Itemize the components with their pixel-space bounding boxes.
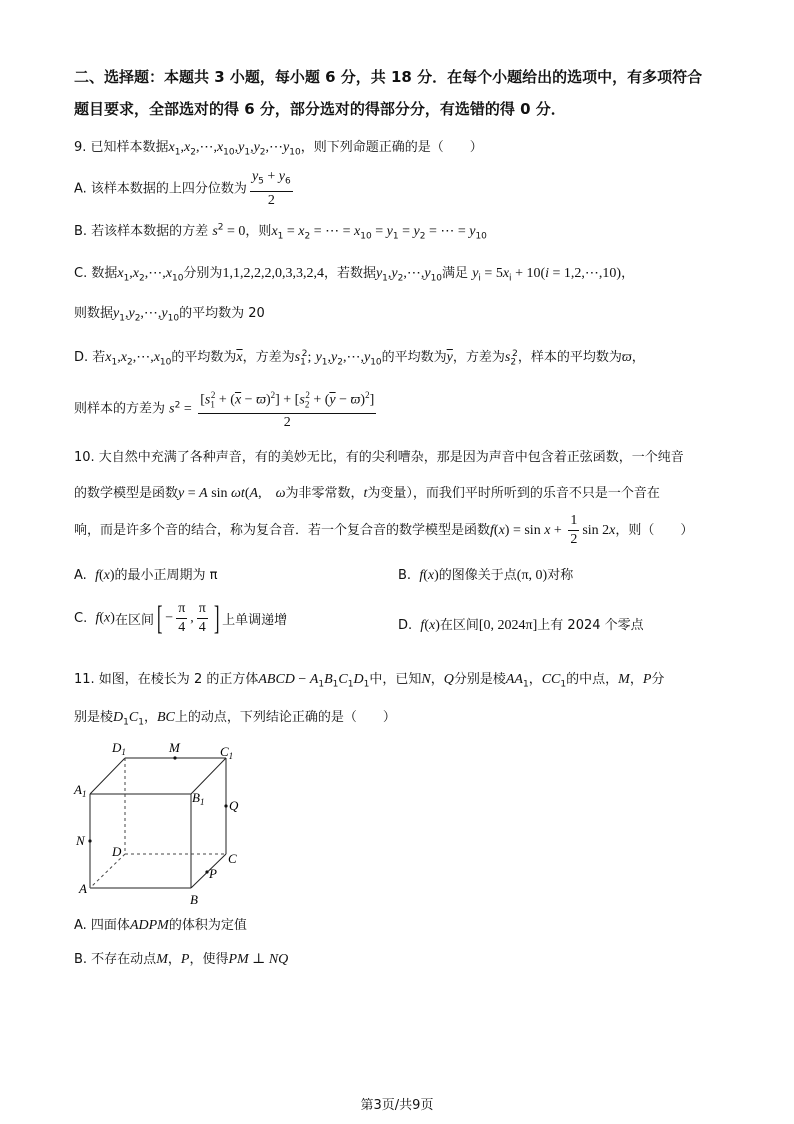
q9-b-text: B. 若该样本数据的方差 [74,224,209,239]
q10-line3: 响，而是许多个音的结合，称为复合音．若一个复合音的数学模型是函数f(x) = sin x + $\frac{1}{2}$ sin 2x，则（ ） [74,513,694,547]
q11-line2-post: 上的动点，下列结论正确的是（ ） [174,710,396,725]
label-b1: $B_1$ [192,790,205,807]
q10-b-text: 的图像关于点 [438,568,517,583]
q9-stem-pre: 9. 已知样本数据 [74,140,169,155]
q9-option-d-line2: 则样本的方差为 $s^2$ = $\frac{[s_1^2 + (\overline{x} - ϖ)^2] + [s_2^2 + (\overline{y} - ϖ)^2]}{2}$ [74,386,379,432]
q9-d-line2-pre: 则样本的方差为 [74,401,166,417]
q10-c-post: 上单调递增 [222,613,288,628]
q10-option-b[interactable]: B. f(x)的图像关于点(π, 0)对称 [398,568,574,583]
q9-a-fraction: $\frac{y_5 + y_6}{2}$ [251,169,291,208]
q11-line1-mid3: 的中点， [566,672,619,687]
q9-c-values: 1,1,2,2,2,0,3,3,2,4 [222,266,324,281]
q9-d-t5: ，样本的平均数为 [517,350,622,365]
q10-half-fraction: $\frac{1}{2}$ [570,513,578,547]
q9-option-a[interactable] [74,168,296,210]
q9-d-t2: ，方差为 [242,350,295,365]
q11-option-a[interactable]: A. 四面体ADPM的体积为定值 [74,918,247,933]
q10-d-post: 上有 2024 个零点 [537,618,644,633]
q9-d-variance-fraction: $\frac{[s_1^2 + (\overline{x} - ϖ)^2] + [s_2^2 + (\overline{y} - ϖ)^2]}{2}$ [198,386,376,432]
q9-c-line2-post: 的平均数为 20 [179,306,265,321]
q9-c-mid1: 分别为 [183,266,223,281]
label-a: A [79,881,87,896]
label-q: Q [229,798,239,813]
label-d: D [112,844,122,859]
q9-d-t3: 的平均数为 [381,350,447,365]
q10-line2-pre: 的数学模型是函数 [74,486,179,501]
q9-d-t4: ，方差为 [452,350,505,365]
q9-c-mid3: 满足 [442,266,469,281]
q10-line2: 的数学模型是函数y = A sin ωt(A, ω为非零常数，t为变量），而我们平时所听到的乐音不只是一个音在 [74,486,660,501]
q9-c-mid2: ，若数据 [323,266,376,281]
q10-b-end: 对称 [547,568,574,583]
label-c1: $C_1$ [220,744,234,761]
label-p: P [209,866,217,881]
q10-line1: 10. 大自然中充满了各种声音，有的美妙无比，有的尖利嘈杂，那是因为声音中包含着正弦函数，一个纯音 [74,450,684,465]
q11-line1: 11. 如图，在棱长为 2 的正方体ABCD − $A_1B_1C_1D_1$中，已知N，Q分别是棱$AA_1$，$CC_1$的中点，M，P分 [74,672,665,690]
q10-c-left-fraction: $\frac{\pi}{4}$ [178,601,186,635]
q11-line1-mid2: 分别是棱 [453,672,506,687]
cube-figure [70,736,270,906]
q9-option-b[interactable]: B. 若该样本数据的方差 $s^2 = 0$，则$x_1 = x_2$ = ⋯ = $x_{10} = y_1 = y_2$ = ⋯ = $y_{10}$ [74,222,487,242]
q9-option-c-line2: 则数据$y_1,y_2,\cdots,y_{10}$的平均数为 20 [74,306,265,324]
label-m: M [169,740,180,755]
section-header-line1: 二、选择题：本题共 3 小题，每小题 6 分，共 18 分．在每个小题给出的选项中，有多项符合 [74,68,703,86]
q10-option-a[interactable]: A. f(x)的最小正周期为 π [74,568,218,583]
q9-option-c-line1[interactable]: C. 数据$x_1,x_2,\cdots,x_{10}$分别为1,1,2,2,2,0,3,3,2,4，若数据$y_1,y_2,\cdots,y_{10}$满足 $y_i = 5x_i + 10(i$ = 1,2,⋯,10)， [74,266,635,284]
label-a1: $A_1$ [74,782,87,799]
q11-b-pre: B. 不存在动点 [74,952,157,967]
q9-c-line2-pre: 则数据 [74,306,114,321]
label-n: N [76,833,85,848]
label-c: C [228,851,237,866]
q11-option-b[interactable]: B. 不存在动点M，P，使得PM ⊥ NQ [74,952,289,967]
q9-option-d-line1[interactable]: D. 若$x_1,x_2,\cdots,x_{10}$的平均数为$\overline{x}$，方差为$s_1^2$; $y_1,y_2,\cdots,y_{10}$的平均数为$\overline{y}$，方差为$s_2^2$，样本的平均数为ϖ， [74,348,645,368]
q10-c-pre: 在区间 [114,613,154,628]
q9-d-t1: 的平均数为 [171,350,237,365]
label-b: B [190,892,198,906]
q9-c-end: ， [621,266,635,281]
page-footer: 第3页/共9页 [360,1098,434,1113]
q9-d-end: ， [631,350,645,365]
q9-stem: 9. 已知样本数据$x_1,x_2,\cdots,x_{10},y_1,y_2,\cdots y_{10}$，则下列命题正确的是（ ） [74,140,483,158]
q10-line3-pre: 响，而是许多个音的结合，称为复合音．若一个复合音的数学模型是函数 [74,523,491,538]
q10-option-c[interactable]: C. f(x)在区间[ − $\frac{\pi}{4}$ , $\frac{\pi}{4}$ ] 上单调递增 [74,599,288,637]
q9-b-mid: ，则 [245,224,272,239]
q10-d-pre: 在区间 [439,618,479,633]
q11-b-mid: ，使得 [189,952,229,967]
q10-c-right-fraction: $\frac{\pi}{4}$ [198,601,206,635]
q10-a-text: 的最小正周期为 π [114,568,218,583]
q11-a-pre: A. 四面体 [74,918,130,933]
q10-option-d[interactable]: D. f(x)在区间[0, 2024π]上有 2024 个零点 [398,618,644,633]
section-header-line2: 题目要求，全部选对的得 6 分，部分选对的得部分分，有选错的得 0 分． [74,100,566,118]
q11-a-post: 的体积为定值 [168,918,247,933]
q9-stem-post: ，则下列命题正确的是（ ） [300,140,483,155]
q9-a-text: A. 该样本数据的上四分位数为 [74,181,247,197]
q11-line2-pre: 别是棱 [74,710,114,725]
q9-c-text: C. 数据 [74,266,118,281]
q11-line2: 别是棱$D_1C_1$，BC上的动点，下列结论正确的是（ ） [74,710,396,728]
q10-line3-post: ，则（ ） [615,523,694,538]
q11-line1-mid: 中，已知 [369,672,422,687]
q11-line1-end: 分 [651,672,665,687]
q10-line2-post: 为变量），而我们平时所听到的乐音不只是一个音在 [367,486,660,501]
label-d1: $D_1$ [112,740,126,757]
q11-line1-pre: 11. 如图，在棱长为 2 的正方体 [74,672,259,687]
q9-d-pre: D. 若 [74,350,106,365]
